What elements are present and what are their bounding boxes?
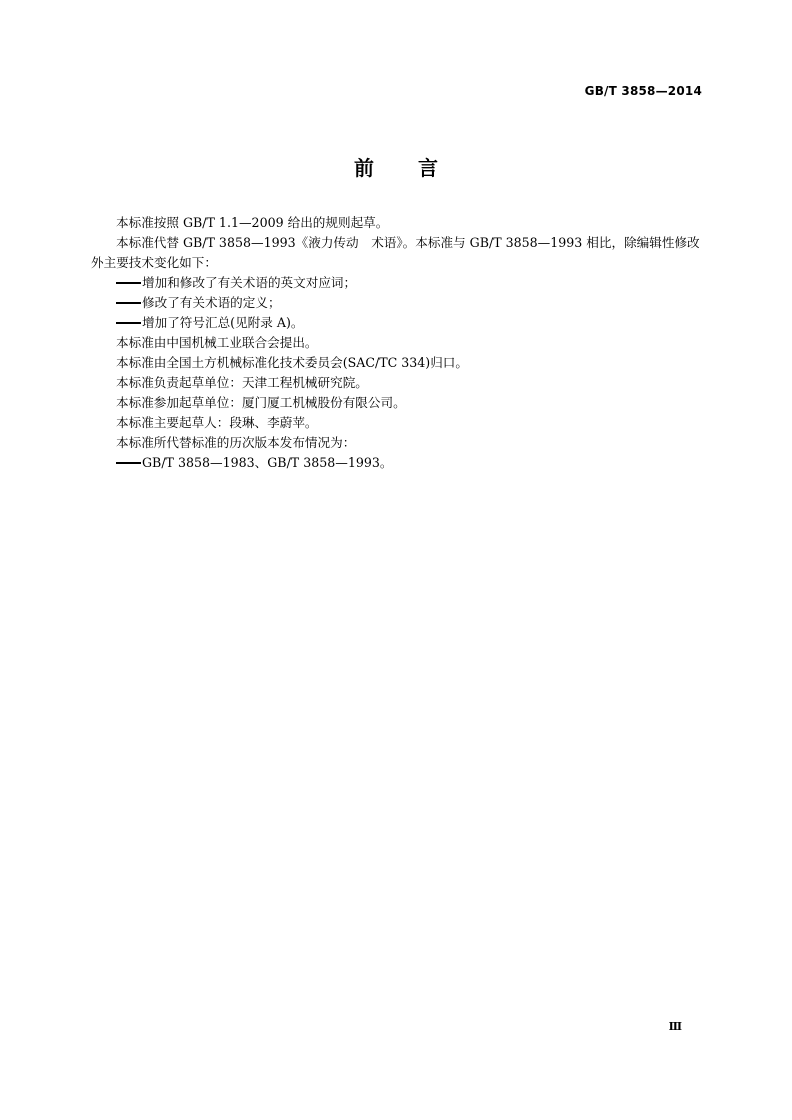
page-title	[0, 152, 792, 181]
dash-mark	[116, 322, 141, 324]
title-char-2: 言	[418, 156, 438, 180]
dash-mark	[116, 282, 141, 284]
list-item-text: GB/T 3858—1983、GB/T 3858—1993。	[142, 455, 393, 470]
list-item-text: 修改了有关术语的定义；	[142, 295, 281, 310]
dash-mark	[116, 302, 141, 304]
list-item-text: 增加和修改了有关术语的英文对应词；	[142, 275, 357, 290]
paragraph-committee: 本标准由全国土方机械标准化技术委员会(SAC/TC 334)归口。	[116, 355, 468, 370]
paragraph-drafting-rules: 本标准按照 GB/T 1.1—2009 给出的规则起草。	[116, 215, 389, 230]
list-item-change	[91, 273, 706, 293]
page-number: Ⅲ	[668, 1020, 682, 1033]
title-char-1: 前	[354, 156, 374, 180]
paragraph-replacement: 本标准代替 GB/T 3858—1993《液力传动 术语》。本标准与 GB/T 3858—1993 相比，除编辑性修改外主要技术变化如下：	[91, 235, 700, 270]
dash-mark	[116, 462, 141, 464]
standard-code: GB/T 3858—2014	[584, 84, 702, 98]
list-item-change	[91, 313, 706, 333]
foreword-body	[91, 213, 706, 473]
paragraph-drafters: 本标准主要起草人：段琳、李蔚苹。	[116, 415, 318, 430]
list-item-change	[91, 293, 706, 313]
paragraph-participating-unit: 本标准参加起草单位：厦门厦工机械股份有限公司。	[116, 395, 406, 410]
paragraph-history-intro: 本标准所代替标准的历次版本发布情况为：	[116, 435, 356, 450]
list-item-history	[91, 453, 706, 473]
list-item-text: 增加了符号汇总(见附录 A)。	[142, 315, 304, 330]
paragraph-proposer: 本标准由中国机械工业联合会提出。	[116, 335, 318, 350]
paragraph-responsible-unit: 本标准负责起草单位：天津工程机械研究院。	[116, 375, 368, 390]
